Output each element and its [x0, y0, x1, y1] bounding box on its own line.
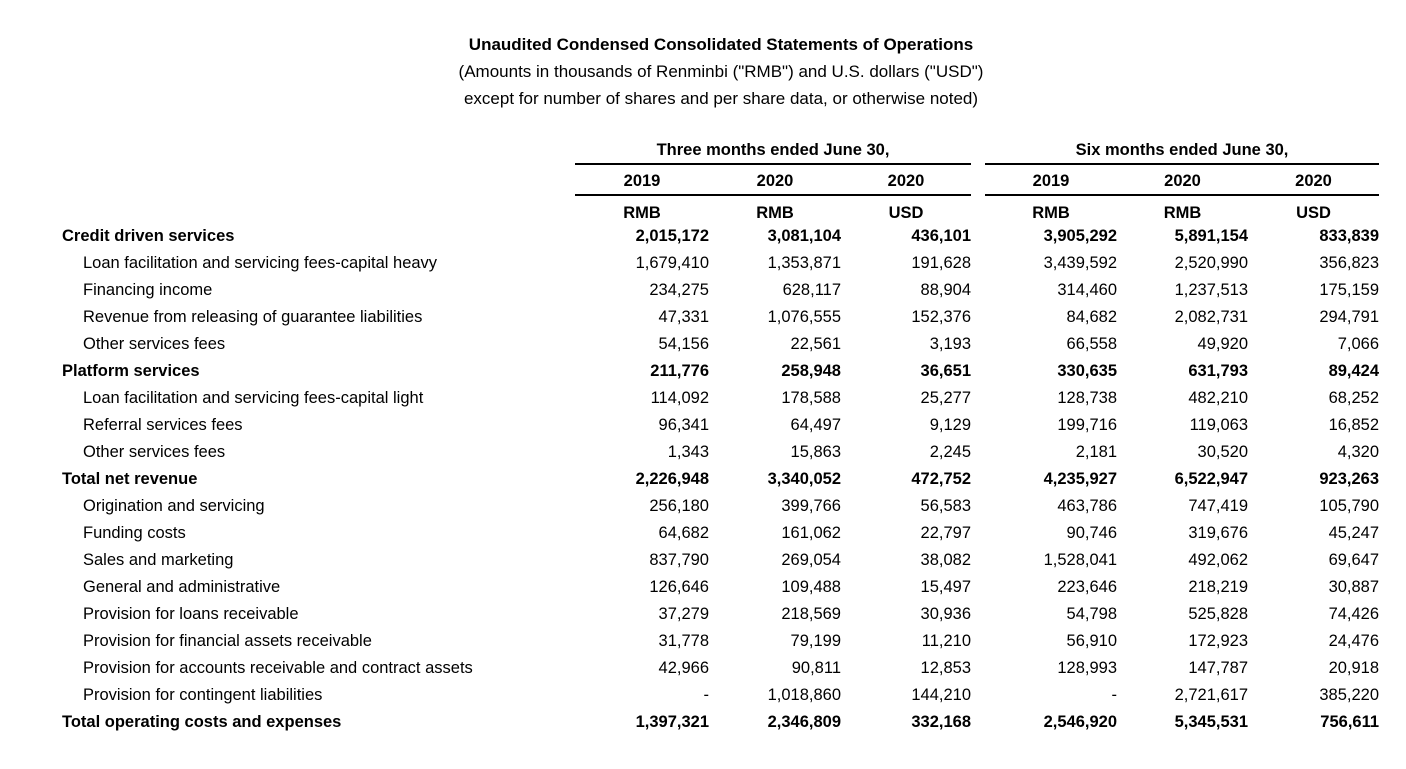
table-row [62, 385, 1379, 412]
value-cell: 218,219 [1188, 578, 1249, 596]
year-header: 2019 [575, 164, 709, 195]
value-cell: - [1111, 686, 1118, 704]
currency-header: USD [1296, 204, 1331, 222]
currency-header: RMB [1163, 204, 1202, 222]
period-group-header-row [62, 138, 1379, 164]
value-cell: 68,252 [1328, 389, 1380, 407]
value-cell: 7,066 [1337, 335, 1380, 353]
column-gap [971, 250, 985, 277]
value-cell: 5,891,154 [1174, 227, 1249, 245]
value-cell: 30,936 [920, 605, 972, 623]
page-subtitle-line-1: (Amounts in thousands of Renminbi ("RMB") and U.S. dollars ("USD") [458, 62, 984, 81]
value-cell: 2,015,172 [635, 227, 709, 245]
table-row [62, 655, 1379, 682]
row-label: Loan facilitation and servicing fees-capital light [83, 389, 424, 407]
value-cell: 1,237,513 [1174, 281, 1249, 299]
value-cell: 90,746 [1066, 524, 1118, 542]
currency-header: RMB [1032, 204, 1070, 222]
value-cell: 218,569 [781, 605, 841, 623]
value-cell: 161,062 [781, 524, 841, 542]
value-cell: 25,277 [920, 389, 972, 407]
value-cell: 22,561 [790, 335, 841, 353]
table-row [62, 682, 1379, 709]
row-label: Revenue from releasing of guarantee liabilities [83, 308, 423, 326]
column-gap [971, 628, 985, 655]
value-cell: 1,343 [667, 443, 709, 461]
row-label: Provision for loans receivable [83, 605, 299, 623]
value-cell: 88,904 [920, 281, 972, 299]
value-cell: 128,993 [1057, 659, 1118, 677]
value-cell: 3,439,592 [1043, 254, 1118, 272]
column-gap [971, 547, 985, 574]
column-gap [971, 601, 985, 628]
value-cell: 12,853 [920, 659, 972, 677]
table-row [62, 223, 1379, 250]
row-label: Credit driven services [62, 227, 235, 245]
row-label: Other services fees [83, 335, 226, 353]
value-cell: 11,210 [921, 632, 972, 650]
value-cell: 1,018,860 [767, 686, 841, 704]
currency-header: RMB [623, 204, 661, 222]
value-cell: 36,651 [920, 362, 972, 380]
value-cell: 79,199 [790, 632, 841, 650]
value-cell: 49,920 [1197, 335, 1249, 353]
period-header-three-months: Three months ended June 30, [575, 138, 971, 164]
value-cell: 525,828 [1188, 605, 1249, 623]
value-cell: 56,583 [920, 497, 972, 515]
value-cell: 294,791 [1319, 308, 1380, 326]
value-cell: 66,558 [1066, 335, 1118, 353]
value-cell: 436,101 [911, 227, 972, 245]
value-cell: 114,092 [650, 389, 709, 407]
value-cell: 9,129 [929, 416, 972, 434]
column-gap [971, 223, 985, 250]
value-cell: 1,076,555 [767, 308, 841, 326]
value-cell: 923,263 [1319, 470, 1380, 488]
row-label: Provision for accounts receivable and contract assets [83, 659, 473, 677]
column-gap [971, 466, 985, 493]
value-cell: 1,528,041 [1043, 551, 1118, 569]
value-cell: 5,345,531 [1174, 713, 1249, 731]
value-cell: 463,786 [1057, 497, 1118, 515]
value-cell: 256,180 [649, 497, 709, 515]
value-cell: 64,682 [658, 524, 709, 542]
value-cell: 234,275 [649, 281, 709, 299]
value-cell: 472,752 [911, 470, 972, 488]
value-cell: 4,235,927 [1043, 470, 1118, 488]
value-cell: 69,647 [1328, 551, 1380, 569]
value-cell: 492,062 [1188, 551, 1249, 569]
value-cell: 147,787 [1188, 659, 1249, 677]
period-header-six-months: Six months ended June 30, [985, 138, 1379, 164]
page-subtitle-line-2: except for number of shares and per share data, or otherwise noted) [463, 89, 979, 108]
value-cell: 15,863 [790, 443, 841, 461]
value-cell: 2,082,731 [1174, 308, 1249, 326]
value-cell: - [703, 686, 709, 704]
value-cell: 2,346,809 [767, 713, 841, 731]
value-cell: 152,376 [911, 308, 972, 326]
value-cell: 45,247 [1328, 524, 1380, 542]
value-cell: 126,646 [649, 578, 709, 596]
value-cell: 16,852 [1328, 416, 1380, 434]
value-cell: 2,226,948 [635, 470, 709, 488]
value-cell: 20,918 [1328, 659, 1380, 677]
column-gap [971, 655, 985, 682]
column-gap [971, 138, 985, 164]
value-cell: 211,776 [650, 362, 709, 380]
table-row [62, 412, 1379, 439]
value-cell: 31,778 [658, 632, 709, 650]
value-cell: 3,905,292 [1043, 227, 1118, 245]
row-label: Total operating costs and expenses [62, 713, 342, 731]
column-gap [971, 520, 985, 547]
value-cell: 47,331 [658, 308, 709, 326]
value-cell: 2,520,990 [1174, 254, 1249, 272]
value-cell: 128,738 [1057, 389, 1118, 407]
column-gap [971, 164, 985, 195]
column-gap [971, 195, 985, 223]
table-row [62, 358, 1379, 385]
value-cell: 24,476 [1328, 632, 1380, 650]
value-cell: 1,353,871 [767, 254, 841, 272]
value-cell: 64,497 [790, 416, 841, 434]
row-label: Total net revenue [62, 470, 198, 488]
value-cell: 30,887 [1328, 578, 1380, 596]
table-row [62, 520, 1379, 547]
table-row [62, 277, 1379, 304]
empty-corner-cell [62, 164, 575, 195]
column-gap [971, 412, 985, 439]
currency-header-row [62, 195, 1379, 223]
row-label: Financing income [83, 281, 213, 299]
value-cell: 314,460 [1057, 281, 1118, 299]
table-row [62, 574, 1379, 601]
empty-corner-cell [62, 138, 575, 164]
value-cell: 105,790 [1319, 497, 1380, 515]
value-cell: 332,168 [911, 713, 972, 731]
value-cell: 319,676 [1188, 524, 1249, 542]
value-cell: 2,546,920 [1043, 713, 1118, 731]
title-block [62, 31, 1380, 112]
row-label: Loan facilitation and servicing fees-capital heavy [83, 254, 438, 272]
value-cell: 96,341 [658, 416, 709, 434]
table-row [62, 466, 1379, 493]
value-cell: 837,790 [649, 551, 709, 569]
column-gap [971, 439, 985, 466]
row-label: Sales and marketing [83, 551, 234, 569]
page-title: Unaudited Condensed Consolidated Statements of Operations [468, 35, 974, 54]
value-cell: 631,793 [1188, 362, 1249, 380]
row-label: Provision for contingent liabilities [83, 686, 323, 704]
value-cell: 172,923 [1188, 632, 1249, 650]
row-label: Provision for financial assets receivable [83, 632, 372, 650]
value-cell: 223,646 [1057, 578, 1118, 596]
row-label: Origination and servicing [83, 497, 265, 515]
value-cell: 1,679,410 [635, 254, 709, 272]
row-label: Platform services [62, 362, 200, 380]
value-cell: 15,497 [920, 578, 972, 596]
row-label: Other services fees [83, 443, 226, 461]
column-gap [971, 493, 985, 520]
table-row [62, 493, 1379, 520]
value-cell: 356,823 [1319, 254, 1380, 272]
value-cell: 399,766 [781, 497, 841, 515]
row-label: General and administrative [83, 578, 281, 596]
value-cell: 175,159 [1319, 281, 1380, 299]
value-cell: 3,193 [929, 335, 972, 353]
value-cell: 191,628 [911, 254, 972, 272]
value-cell: 199,716 [1057, 416, 1118, 434]
year-header: 2020 [1248, 164, 1379, 195]
value-cell: 37,279 [658, 605, 709, 623]
column-gap [971, 358, 985, 385]
value-cell: 90,811 [791, 659, 841, 677]
year-header: 2020 [709, 164, 841, 195]
table-row [62, 439, 1379, 466]
value-cell: 84,682 [1066, 308, 1118, 326]
value-cell: 269,054 [781, 551, 841, 569]
value-cell: 2,721,617 [1174, 686, 1249, 704]
value-cell: 756,611 [1320, 713, 1380, 731]
value-cell: 30,520 [1197, 443, 1249, 461]
value-cell: 628,117 [782, 281, 841, 299]
value-cell: 385,220 [1319, 686, 1380, 704]
column-gap [971, 574, 985, 601]
value-cell: 747,419 [1188, 497, 1249, 515]
year-header-row [62, 164, 1379, 195]
value-cell: 109,488 [781, 578, 841, 596]
currency-header: USD [888, 204, 924, 222]
value-cell: 74,426 [1328, 605, 1380, 623]
value-cell: 89,424 [1328, 362, 1380, 380]
empty-corner-cell [62, 195, 575, 223]
table-row [62, 250, 1379, 277]
value-cell: 38,082 [920, 551, 972, 569]
table-body [62, 223, 1379, 736]
table-row [62, 547, 1379, 574]
column-gap [971, 385, 985, 412]
value-cell: 3,081,104 [767, 227, 841, 245]
value-cell: 833,839 [1319, 227, 1380, 245]
value-cell: 22,797 [920, 524, 972, 542]
value-cell: 178,588 [781, 389, 841, 407]
table-row [62, 709, 1379, 736]
column-gap [971, 331, 985, 358]
value-cell: 1,397,321 [635, 713, 709, 731]
value-cell: 482,210 [1188, 389, 1249, 407]
column-gap [971, 304, 985, 331]
value-cell: 2,245 [929, 443, 972, 461]
value-cell: 4,320 [1337, 443, 1380, 461]
row-label: Referral services fees [83, 416, 243, 434]
year-header: 2020 [1117, 164, 1248, 195]
table-row [62, 628, 1379, 655]
value-cell: 258,948 [781, 362, 841, 380]
table-row [62, 601, 1379, 628]
value-cell: 119,063 [1189, 416, 1249, 434]
column-gap [971, 709, 985, 736]
statements-of-operations-table [62, 138, 1379, 736]
value-cell: 42,966 [658, 659, 709, 677]
value-cell: 6,522,947 [1174, 470, 1249, 488]
currency-header: RMB [756, 204, 794, 222]
row-label: Funding costs [83, 524, 186, 542]
value-cell: 2,181 [1075, 443, 1118, 461]
value-cell: 54,156 [658, 335, 709, 353]
value-cell: 56,910 [1066, 632, 1118, 650]
value-cell: 54,798 [1066, 605, 1118, 623]
value-cell: 330,635 [1057, 362, 1118, 380]
value-cell: 3,340,052 [767, 470, 841, 488]
column-gap [971, 277, 985, 304]
value-cell: 144,210 [911, 686, 972, 704]
table-row [62, 331, 1379, 358]
year-header: 2020 [841, 164, 971, 195]
table-row [62, 304, 1379, 331]
year-header: 2019 [985, 164, 1117, 195]
column-gap [971, 682, 985, 709]
